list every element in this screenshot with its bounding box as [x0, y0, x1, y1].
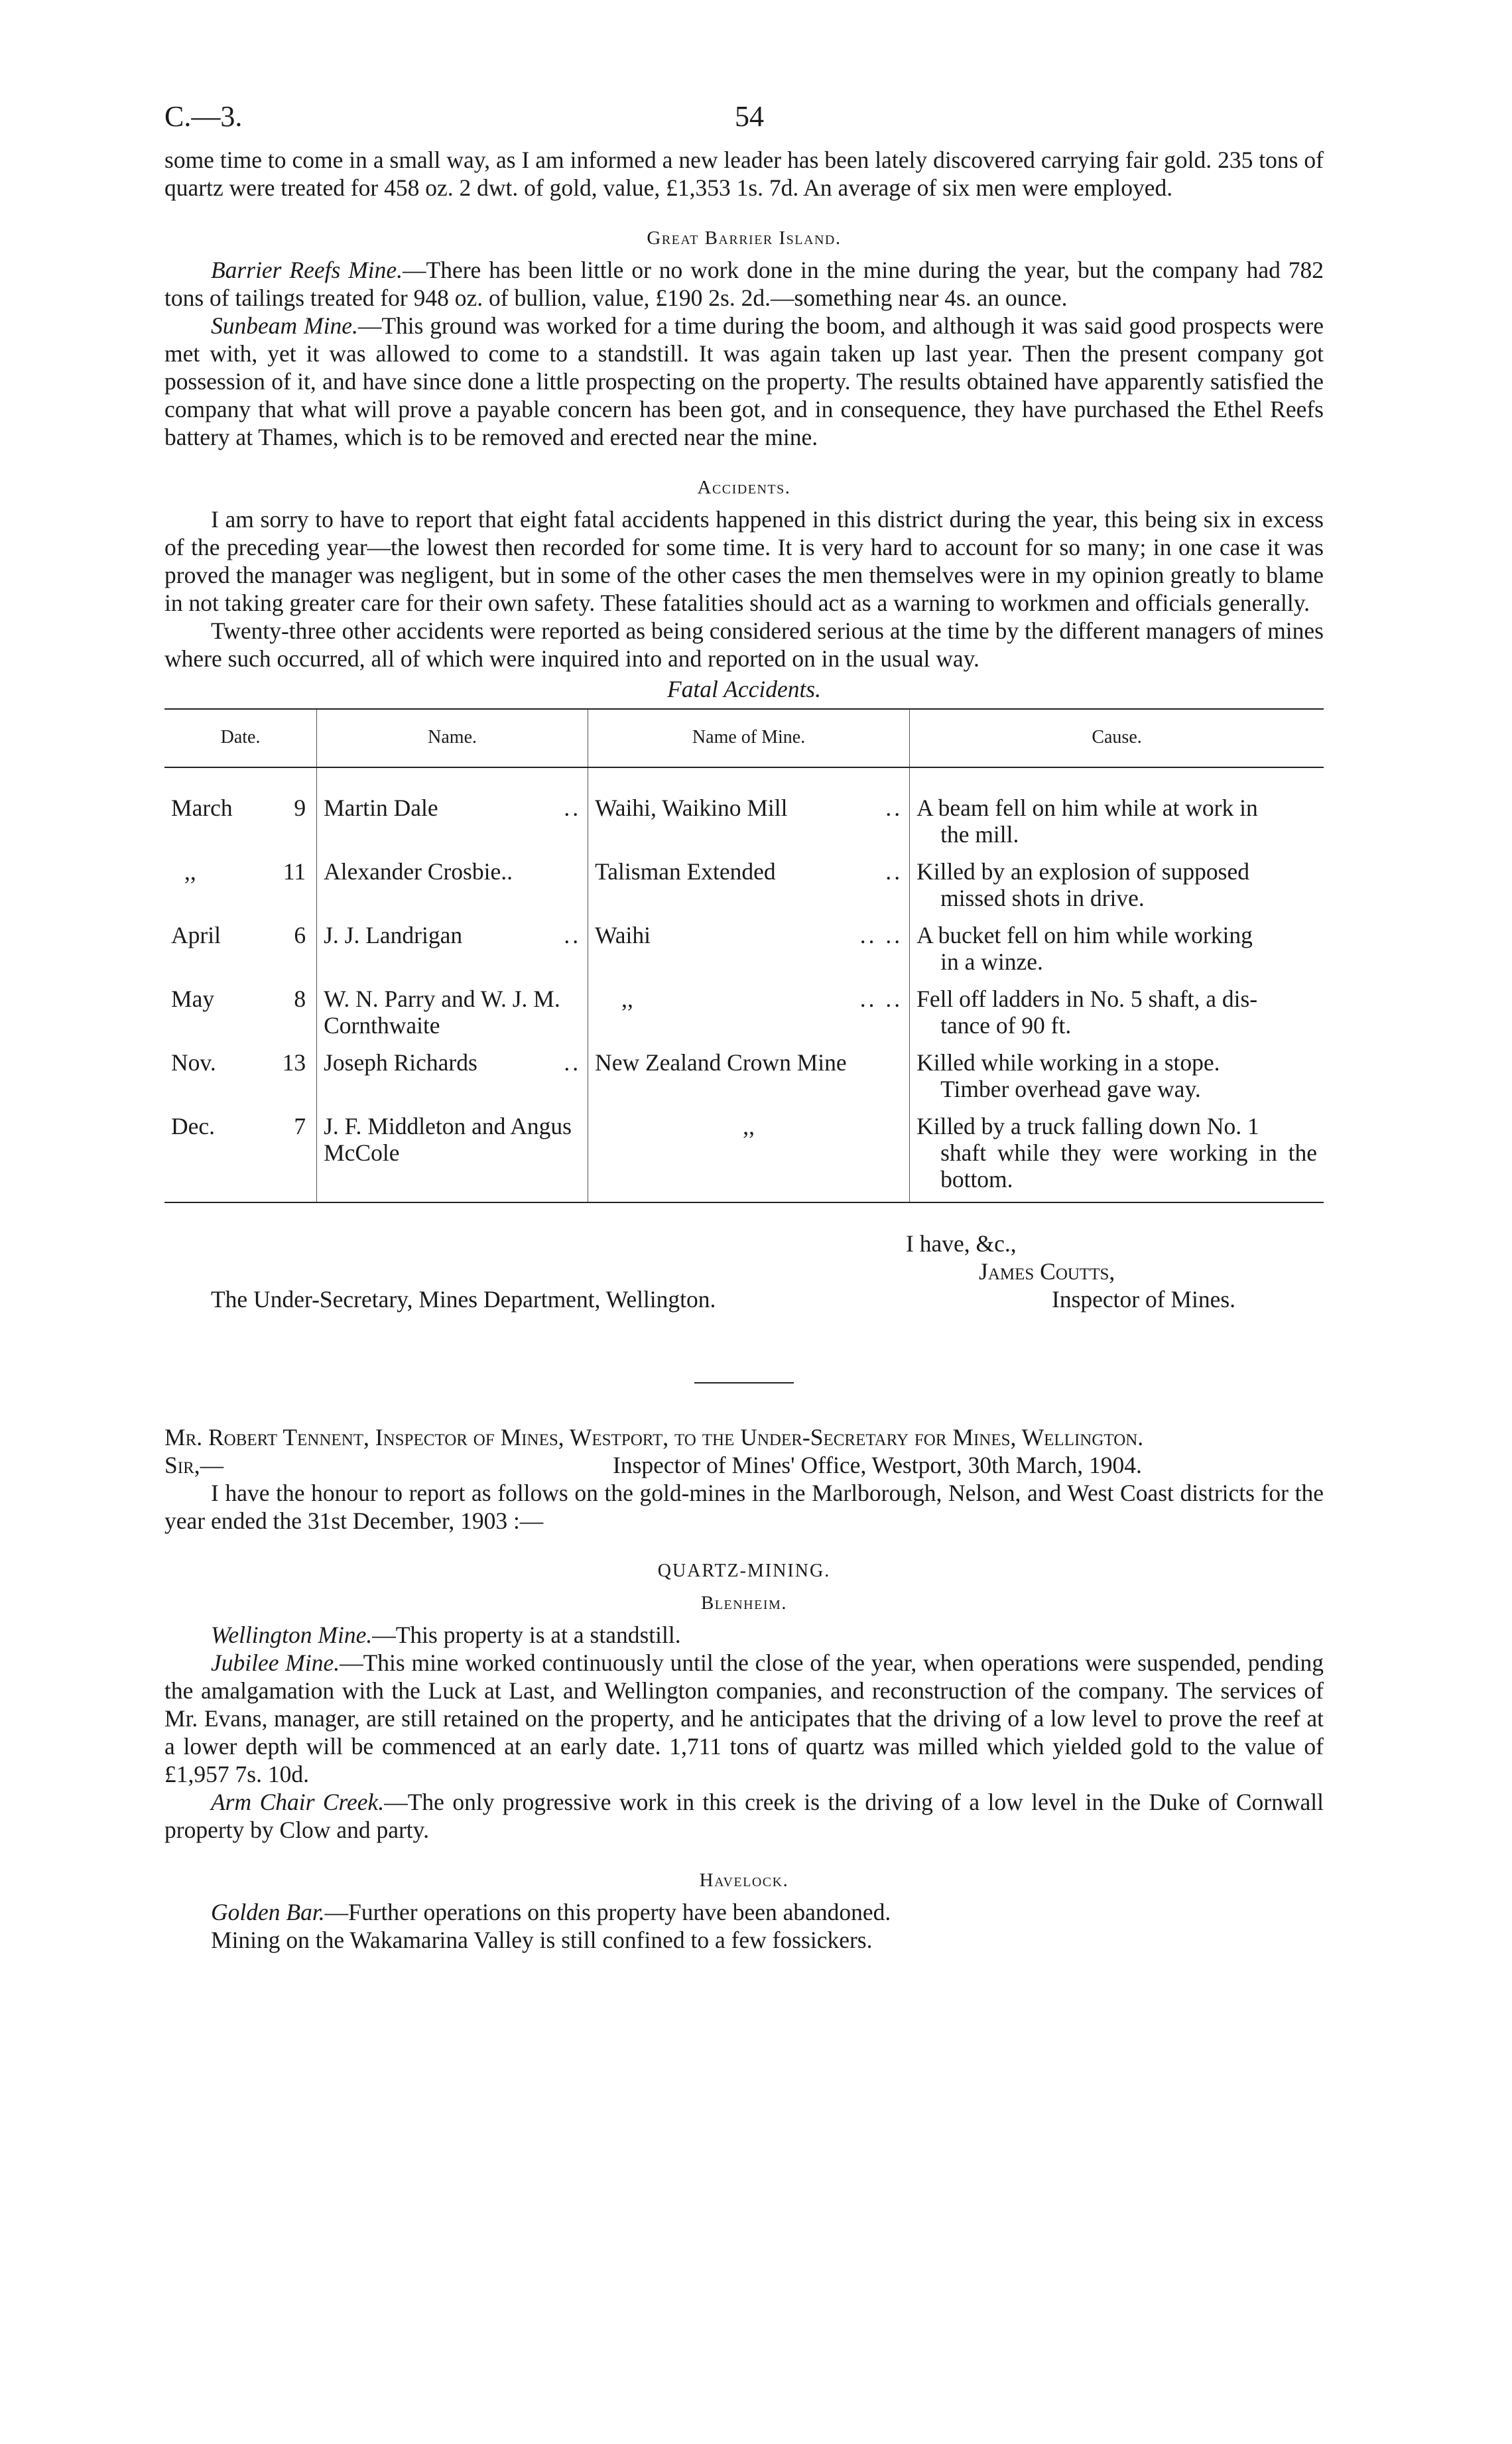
salutation: Sir,— — [164, 1452, 224, 1478]
table-header-row — [164, 709, 1324, 767]
row-mine: New Zealand Crown Mine — [588, 1041, 910, 1105]
table-row — [164, 1105, 1324, 1202]
havelock-heading: Havelock. — [699, 1870, 789, 1891]
row-cause: A beam fell on him while at work in the mill. — [910, 767, 1324, 850]
row-cause: Fell off ladders in No. 5 shaft, a dis- tance of 90 ft. — [910, 978, 1324, 1041]
row-mine: Waihi, Waikino Mill .. — [588, 767, 910, 850]
row-mine: ,, .. .. — [588, 978, 910, 1041]
header-date: Date. — [164, 709, 317, 767]
row-mine: Waihi .. .. — [588, 914, 910, 978]
page-header — [164, 99, 1324, 146]
header-cause: Cause. — [910, 709, 1324, 767]
barrier-reefs-title: Barrier Reefs Mine. — [211, 257, 403, 283]
sunbeam-text: —This ground was worked for a time during the boom, and although it was said good prospects were met with, yet it was allowed to come to a standstill. It was again taken up last year. Then the present company got possession of it, and have since done a little prospecting on the property. The results obtained have apparently satisfied the company that what will prove a payable concern has been got, and in consequence, they have purchased the Ethel Reefs battery at Thames, which is to be removed and erected near the mine. — [164, 312, 1324, 450]
row-cause: Killed by an explosion of supposed missed shots in drive. — [910, 850, 1324, 914]
row-month: ,, — [184, 858, 196, 885]
row-name: Martin Dale .. — [317, 767, 588, 850]
row-mine: ,, — [588, 1105, 910, 1202]
row-name: W. N. Parry and W. J. M. Cornthwaite — [317, 978, 588, 1041]
table-row — [164, 1041, 1324, 1105]
document-code: C.—3. — [164, 100, 243, 133]
row-name: Joseph Richards .. — [317, 1041, 588, 1105]
barrier-reefs-paragraph — [164, 256, 1324, 312]
sunbeam-title: Sunbeam Mine. — [211, 312, 358, 339]
table-row — [164, 767, 1324, 850]
report2-opening: I have the honour to report as follows on the gold-mines in the Marlborough, Nelson, and West Coast districts for the year ended the 31st December, 1903 :— — [164, 1480, 1324, 1534]
row-cause: A bucket fell on him while working in a winze. — [910, 914, 1324, 978]
row-month: May — [171, 986, 215, 1012]
page-number: 54 — [735, 100, 764, 133]
signoff-title: Inspector of Mines. — [1052, 1286, 1236, 1313]
document-page — [164, 99, 1324, 1954]
barrier-reefs-text: —There has been little or no work done in the mine during the year, but the company had 782 tons of tailings treated for 948 oz. of bullion, value, £190 2s. 2d.—something near 4s. an ounce. — [164, 257, 1324, 311]
signoff-name: James Coutts, — [979, 1258, 1115, 1285]
fatal-accidents-table — [164, 708, 1324, 1203]
row-name: Alexander Crosbie.. — [317, 850, 588, 914]
office-dateline: Inspector of Mines' Office, Westport, 30th March, 1904. — [613, 1452, 1142, 1478]
signoff-have: I have, &c., — [906, 1230, 1017, 1257]
row-name: J. F. Middleton and Angus McCole — [317, 1105, 588, 1202]
row-cause: Killed by a truck falling down No. 1 shaft while they were working in the bottom. — [910, 1105, 1324, 1202]
accidents-paragraph-2: Twenty-three other accidents were reported as being considered serious at the time by the different managers of mines where such occurred, all of which were inquired into and reported on in the usual way. — [164, 617, 1324, 672]
table-row — [164, 978, 1324, 1041]
salutation-row — [164, 1451, 1324, 1479]
row-month: March — [171, 795, 233, 821]
row-day: 11 — [283, 858, 306, 885]
signoff-addressee: The Under-Secretary, Mines Department, Wellington. — [211, 1286, 716, 1313]
row-month: Nov. — [171, 1049, 216, 1076]
section-divider — [694, 1382, 794, 1383]
row-day: 8 — [294, 986, 306, 1012]
quartz-mining-heading: QUARTZ-MINING. — [657, 1561, 831, 1581]
row-name: J. J. Landrigan .. — [317, 914, 588, 978]
row-day: 7 — [263, 1105, 317, 1202]
blenheim-heading: Blenheim. — [700, 1592, 788, 1614]
row-cause: Killed while working in a stope. Timber overhead gave way. — [910, 1041, 1324, 1105]
header-mine: Name of Mine. — [588, 709, 910, 767]
row-mine: Talisman Extended .. — [588, 850, 910, 914]
report2-address: Mr. Robert Tennent, Inspector of Mines, Westport, to the Under-Secretary for Mines, Wellington. — [164, 1424, 1144, 1450]
accidents-paragraph-1: I am sorry to have to report that eight fatal accidents happened in this district during the year, this being six in excess of the preceding year—the lowest then recorded for some time. It is very hard to account for so many; in one case it was proved the manager was negligent, but in some of the other cases the men themselves were in my opinion greatly to blame in not taking greater care for their own safety. These fatalities should act as a warning to workmen and officials generally. — [164, 506, 1324, 616]
signoff-block — [164, 1230, 1324, 1329]
header-name: Name. — [317, 709, 588, 767]
armchair-paragraph: Arm Chair Creek.—The only progressive work in this creek is the driving of a low level in the Duke of Cornwall property by Clow and party. — [164, 1789, 1324, 1843]
fatal-accidents-title: Fatal Accidents. — [666, 676, 821, 702]
table-row — [164, 914, 1324, 978]
intro-paragraph: some time to come in a small way, as I am informed a new leader has been lately discovered carrying fair gold. 235 tons of quartz were treated for 458 oz. 2 dwt. of gold, value, £1,353 1s. 7d. An average of six men were employed. — [164, 147, 1324, 201]
wellington-paragraph: Wellington Mine.—This property is at a standstill. — [211, 1622, 681, 1648]
jubilee-paragraph: Jubilee Mine.—This mine worked continuously until the close of the year, when operations were suspended, pending the amalgamation with the Luck at Last, and Wellington companies, and reconstruction of the company. The services of Mr. Evans, manager, are still retained on the property, and he anticipates that the driving of a low level to prove the reef at a lower depth will be commenced at an early date. 1,711 tons of quartz was milled which yielded gold to the value of £1,957 7s. 10d. — [164, 1649, 1324, 1787]
row-day: 9 — [294, 795, 306, 821]
accidents-heading: Accidents. — [697, 477, 791, 498]
row-month: Dec. — [164, 1105, 263, 1202]
row-month: April — [171, 922, 221, 948]
row-day: 13 — [282, 1049, 306, 1076]
wakamarina-paragraph: Mining on the Wakamarina Valley is still confined to a few fossickers. — [211, 1927, 873, 1953]
great-barrier-heading: Great Barrier Island. — [647, 227, 842, 249]
golden-bar-paragraph: Golden Bar.—Further operations on this property have been abandoned. — [211, 1899, 891, 1925]
row-day: 6 — [294, 922, 306, 948]
sunbeam-paragraph — [164, 312, 1324, 451]
table-row — [164, 850, 1324, 914]
